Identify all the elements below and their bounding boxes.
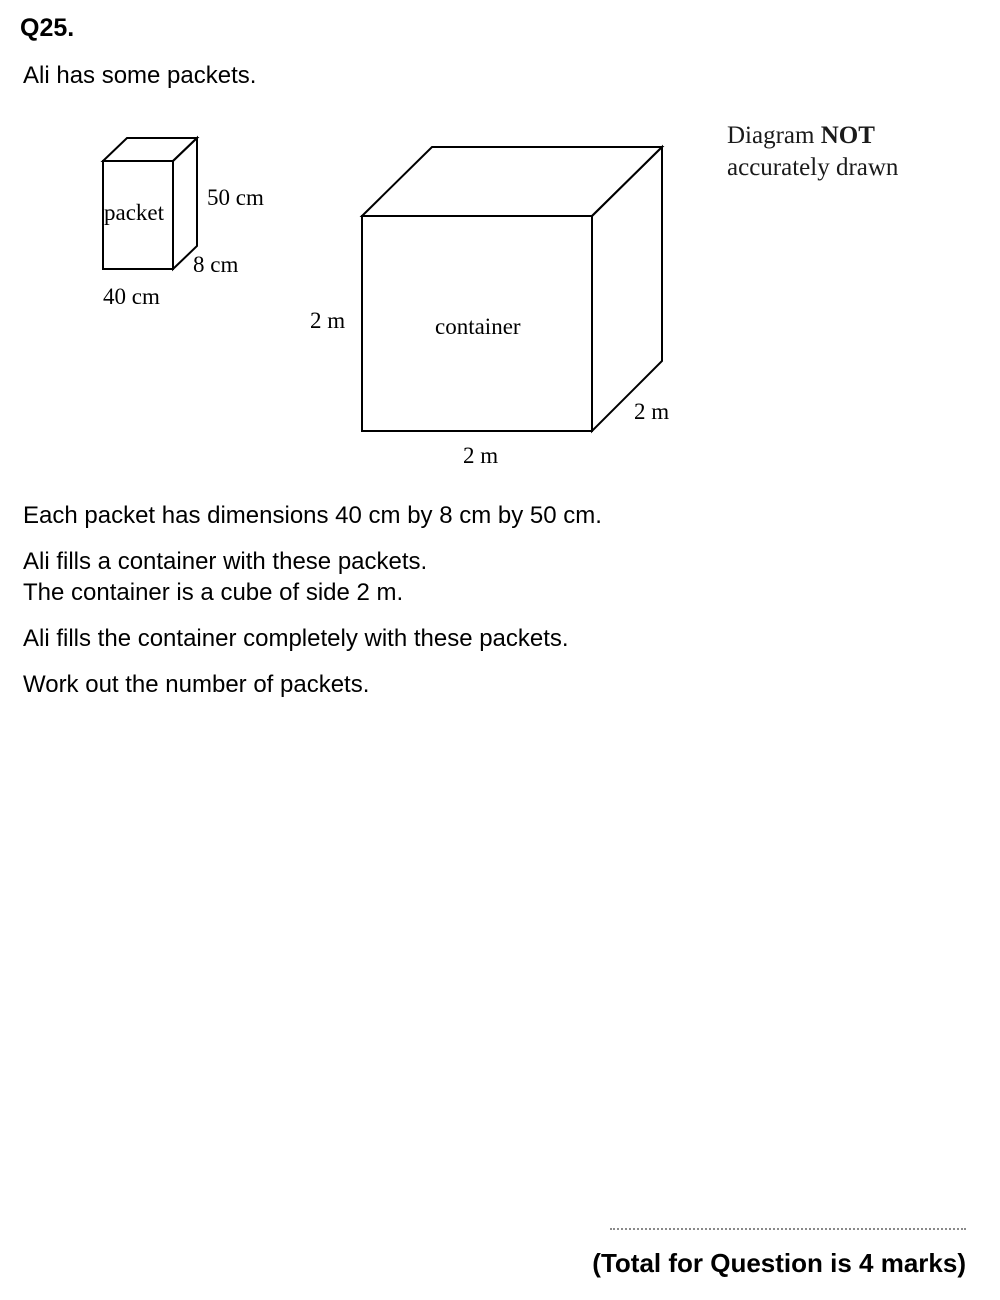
question-number: Q25.	[20, 14, 75, 42]
fill-container-line: Ali fills a container with these packets.	[23, 548, 428, 575]
packet-label: packet	[104, 200, 165, 225]
note-line2: accurately drawn	[727, 154, 899, 181]
container-height-label: 2 m	[310, 308, 346, 333]
cube-side-line: The container is a cube of side 2 m.	[23, 579, 404, 606]
container-side-face	[592, 147, 662, 431]
diagram-note	[727, 120, 898, 184]
note-emphasis: NOT	[820, 122, 875, 149]
container-top-face	[362, 147, 662, 216]
container-cube	[362, 147, 662, 431]
packet-side-face	[173, 138, 197, 269]
packet-dimensions-text: Each packet has dimensions 40 cm by 8 cm by 50 cm.	[23, 502, 602, 529]
total-marks: (Total for Question is 4 marks)	[592, 1248, 966, 1278]
container-depth-label: 2 m	[634, 399, 670, 424]
container-text	[23, 546, 427, 608]
packet-height-label: 50 cm	[207, 185, 264, 210]
container-label: container	[435, 314, 521, 339]
packet-width-label: 40 cm	[103, 284, 160, 309]
note-prefix: Diagram	[727, 122, 821, 149]
container-width-label: 2 m	[463, 443, 499, 468]
answer-line[interactable]	[610, 1228, 966, 1230]
task-text: Work out the number of packets.	[23, 671, 370, 698]
intro-text: Ali has some packets.	[23, 62, 257, 89]
packet-top-face	[103, 138, 197, 161]
packet-depth-label: 8 cm	[193, 252, 239, 277]
diagram	[0, 100, 720, 480]
fills-completely-text: Ali fills the container completely with these packets.	[23, 625, 569, 652]
